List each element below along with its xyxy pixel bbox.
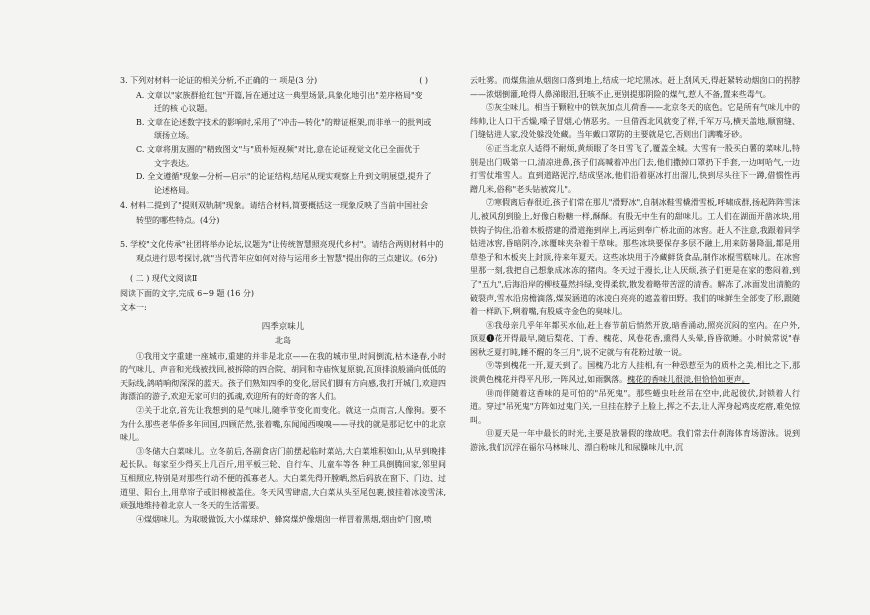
option-c-line2: 文字表达。	[154, 158, 194, 168]
question-4-line1: 4. 材料二提到了"提则双轨制"现象。请结合材料,简要概括这一现象反映了当前中国社会	[120, 201, 429, 211]
question-5-line2: 观点进行思考探讨,就"当代青年应如何对待与运用乡土智慧"提出你的三点建议。(6分)	[136, 254, 438, 264]
article-author: 北岛	[275, 336, 291, 346]
paragraph-9-text: ⑨等到槐花一开,夏天到了。国槐乃北方人挂相,有一种恐惹至为的质朴之美,相比之下,那淡黄色槐花并得平凡形,一阵风过,如雨飘落。	[470, 361, 800, 385]
question-5-line1: 5. 学校"文化传承"社团将举办论坛,议题为"让传统智慧照亮现代乡村"。请结合两则材料中的	[120, 239, 444, 249]
paragraph-4: ④煤烟味儿。为取暖做饭,大小煤球炉、蜂窝煤炉像烟囱一样冒着黑烟,烟由炉门窗,喷	[136, 514, 432, 524]
reading-instruction: 阅读下面的文字,完成 6~9 题 (16 分)	[120, 289, 255, 299]
paragraph-11: ⑪夏天是一年中最长的时光,主要是放暑假的缘故吧。我们常去什刹海体育场游泳。说到游泳,我们沉浮在福尔马林味儿、漂白粉味儿和尿臊味儿中,沉	[470, 429, 800, 453]
option-b-line2: 颂扬立场。	[154, 131, 194, 141]
paragraph-7: ⑦寒假离后春很近,孩子们常在那儿"滑野冰",自制冰鞋雪橇滑雪板,呼啸成群,扬起阵阵雪沫儿,被风刮到脸上,好像白粉糖一样,酥酥。有股无中生有的甜味儿。工人们在湖面开凿冰块,用铁钩子钩住,沿着木板搭建的滑道拖到岸上,再运到奉广桥北面的冰窖。赶人不注意,我跟着同学钻进冰窖,昏暗阴冷,冰覆味夹杂着干草味。那些冰块要保存多层不融上,用来防暑降温,都是用草垫子和木板夹上封顶,待来年夏天。这些冰块用于冷藏鲜货食品,制作冰棍雪糕味儿。在冰窖里那一刻,我把自己想象成冰冻的猪肉。冬天过于漫长,让人厌烦,孩子们更是在家的憋闷着,到了"五九",后海沿岸的柳枝蔓然抖绿,变得柔软,散发着略带苦涩的清香。解冻了,冰面发出清脆的破裂声,雪水沿房檐滴落,煤炭涵道的冰凌白亮亮的遮盖着田野。我们的味鲜生全部变了形,跟随着一样趴下,咧着嘴,有股威寺金色的臭味儿。	[470, 198, 800, 317]
option-d-line1: D. 全文遵循"现象—分析—启示"的论证结构,结尾从现实观察上升到文明展望,提升了	[136, 172, 432, 182]
option-a-line1: A. 文章以"家族群抢红包"开篇,旨在通过这一典型场景,具象化地引出"差序格局"变	[136, 90, 423, 100]
paragraph-3: ③冬储大白菜味儿。立冬前后,各副食店门前摆起临时菜站,大白菜堆积如山,从早到晚排起长队。每家至少得买上几百斤,用平板三轮、自行车、儿童车等各 种工具倒腾回家,邻里间互相照应,特别是对那些行动不便的孤寡老人。大白菜先得开膛晒,然后码放在窗下、门边、过道里、阳台上,用草帘子或旧棉被盖住。冬天风雪肆虐,大白菜从头至尾包裹,披挂着冰凌雪沫,顽强地维持着北京人一冬天的生活需要。	[120, 446, 446, 511]
option-a-line2: 迁的核 心议题。	[154, 104, 213, 114]
paragraph-8: ⑧我母亲几乎年年都买水仙,赶上春节前后悄然开放,暗香涌动,照亮沉闷的室内。在户外,顶夏❶花开得最早,随后梨花、丁香、槐花、风卷花香,熏得人头晕,昏昏欲睡。小时候常说"春困秋乏夏打盹,睡不醒的冬三月",说不定就与有花粉过敏一说。	[470, 320, 800, 357]
left-column	[120, 74, 446, 526]
paragraph-10: ⑩而伴随着这香味的是可怕的"吊死鬼"。那些蜷虫吐丝吊在空中,此起彼伏,封锁着人行道。穿过"吊死鬼"方阵如过鬼门关,一旦挂在脖子上脸上,挥之不去,让人浑身起鸡皮疙瘩,难免惊叫。	[470, 388, 800, 425]
paragraph-2: ②关于北京,首先让我想到的是气味儿,随季节变化而变化。就这一点而言,人像狗。要不为什么那些老华侨多年回国,四顾茫然,张着嘴,东闻闻西嗅嗅——寻找的就是那记忆中的北京味儿。	[120, 406, 446, 443]
paragraph-1: ①我用文字重建一座城市,重建的并非是北京——在我的城市里,时间倒流,枯木逢春,小时的气味儿、声音和光线被找回,被拆除的四合院、胡同和寺庙恢复原貌,瓦顶排浪般涌向低低的天际线,鸽哨响彻深深的蓝天。孩子们熟知四季的变化,居民们脚有方向感,我打开城门,欢迎四海漂泊的游子,欢迎无家可归的孤魂,欢迎所有的好奇的客人们。	[120, 351, 446, 402]
question-4-line2: 转型的哪些特点。(4分)	[136, 215, 220, 225]
text-label: 文本一:	[120, 302, 147, 312]
paragraph-5: ⑤灰尘味儿。相当于颗粒中的铁灰加点儿荷香——北京冬天的底色。它是所有气味儿中的纬帅,让人口干舌燥,嗓子冒烟,心情恶劣。一旦借西北风就变了样,千军万马,横天盖地,顺窗缝、门缝钻进人家,没处躲没处藏。当年戴口罩防的主要就是它,否则出门满嘴牙砂。	[470, 103, 800, 140]
option-c-line1: C. 文章将朋友圈的"精致图文"与"质朴短视频"对比,意在论证视觉文化已全面优于	[136, 144, 421, 154]
paragraph-9	[470, 359, 800, 386]
section-heading: ( 二 ) 现代文阅读Ⅱ	[130, 273, 198, 283]
answer-parentheses: ( )	[419, 76, 428, 85]
option-d-line2: 论述格局。	[154, 185, 194, 195]
question-4	[120, 199, 446, 227]
question-3-stem: 3. 下列对材料一论证的相关分析,不正确的一 项是(3 分)	[120, 76, 318, 85]
right-column	[470, 74, 800, 455]
paragraph-4-continued: 云吐雾。而煤焦油从烟囱口落到地上,结成一坨坨黑冰。赶上刮风天,得赶紧转动烟囱口的拐脖——浓烟倒灌,呛得人鼻涕眼泪,狂咳不止,更别提那阴险的煤气,惹人不备,置来些毒气。	[470, 76, 800, 99]
option-b-line1: B. 文章在论述数字技术的影响时,采用了"冲击—转化"的辩证框架,而非单一的批判或	[136, 117, 432, 127]
question-3	[120, 74, 446, 197]
paragraph-6: ⑥正当北京人适得不耐烦,黄烦眼了冬日雪飞了,覆盖全城。大雪有一股买白薯的菜味儿,特别是出门吸第一口,清凉进鼻,孩子们高喊着冲出门去,他们撒掉口罩扔下手套,一边呵哈气,一边打雪仗堆雪人。直到道路泥泞,结成坚冰,他们沿着驱冰打出溜儿,快到尽头往下一蹲,借惯性再蹭几米,俗称"老头钻被窝儿"。	[470, 143, 800, 194]
underlined-sentence: 槐花的香味儿很淡,但恰恰如更声。	[627, 375, 750, 385]
article-title: 四季京味儿	[261, 321, 305, 332]
question-5	[120, 238, 446, 266]
